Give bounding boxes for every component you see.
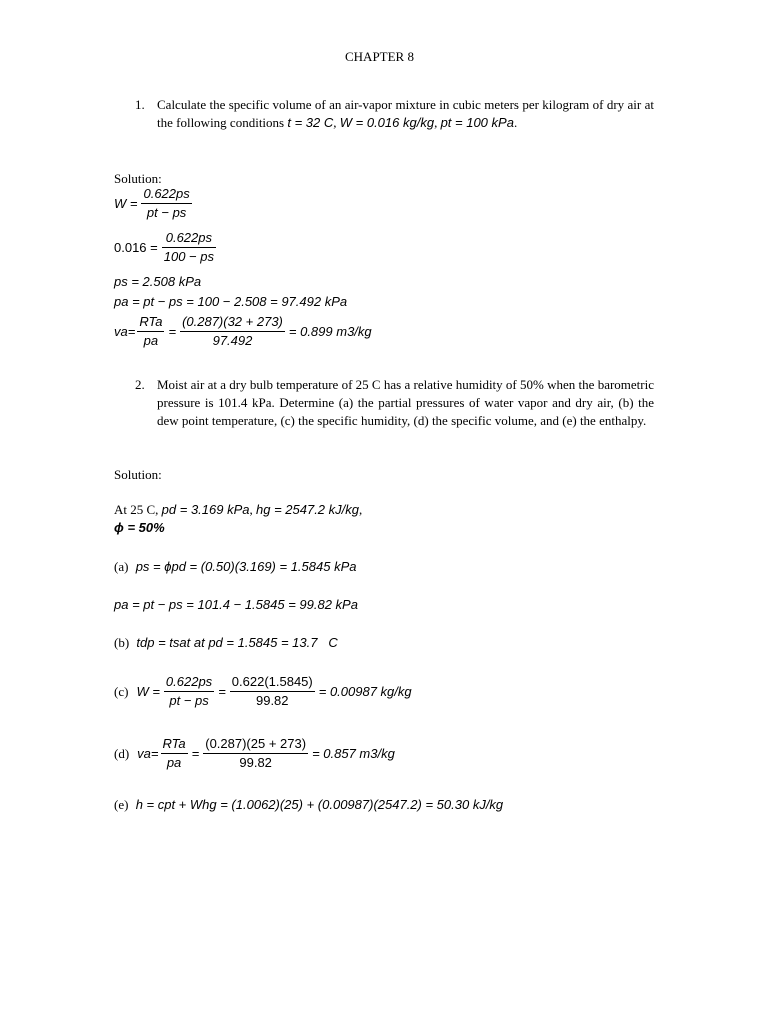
- part-c-denominator-1: pt − ps: [169, 693, 209, 708]
- equation-5: va= $\frac{\text{RTa}}{pa}$ = $\frac{(0.287)(32 + 273)}{97.492}$ = 0.899 m3/kg: [114, 314, 372, 348]
- part-d-denominator-2: 99.82: [239, 755, 272, 770]
- eq1-lhs: W =: [114, 196, 138, 211]
- eq5-denominator-2: 97.492: [212, 333, 253, 348]
- condition-temperature: t = 32 C: [287, 115, 334, 130]
- part-e-equation: h = cpt + Whg = (1.0062)(25) + (0.00987)(2547.2) = 50.30 kJ/kg: [135, 797, 504, 812]
- problem-1-statement: Calculate the specific volume of an air-vapor mixture in cubic meters per kilogram of dry air at the following conditions: [157, 97, 654, 130]
- given-values: At 25 C, pd = 3.169 kPa, hg = 2547.2 kJ/kg, ϕ = 50%: [114, 502, 363, 535]
- eq5-fraction-2: [180, 313, 285, 350]
- part-c-numerator-1: 0.622ps: [164, 673, 214, 692]
- solution-1-label: Solution:: [114, 171, 162, 186]
- part-a-label: (a): [114, 559, 129, 574]
- part-d-result: = 0.857 m3/kg: [312, 746, 395, 761]
- eq1-numerator: 0.622ps: [141, 185, 191, 204]
- given-prefix: At 25 C,: [114, 502, 159, 517]
- problem-2-number: 2.: [135, 377, 145, 392]
- part-d-denominator-1: pa: [166, 755, 182, 770]
- part-d-fraction-2: [203, 735, 308, 772]
- part-d: (d) va= $\frac{\text{RTa}}{pa}$ = $\frac{(0.287)(25 + 273)}{99.82}$ = 0.857 m3/kg: [114, 736, 395, 770]
- part-c-numerator-2: 0.622(1.5845): [230, 673, 315, 692]
- part-b: [114, 634, 338, 651]
- part-c: (c) W = $\frac{0.622ps}{pt - ps}$ = $\frac{0.622(1.5845)}{99.82}$ = 0.00987 kg/kg: [114, 674, 412, 708]
- eq1-denominator: pt − ps: [146, 205, 187, 220]
- eq5-numerator-1: RTa: [137, 313, 164, 332]
- eq2-lhs: 0.016 =: [114, 240, 158, 255]
- given-hg: hg = 2547.2 kJ/kg: [256, 502, 359, 517]
- part-d-fraction-1: [161, 735, 188, 772]
- equation-1: [114, 185, 192, 222]
- equation-3: ps = 2.508 kPa: [114, 274, 202, 289]
- part-e: [114, 796, 503, 813]
- eq2-denominator: 100 − ps: [163, 249, 214, 264]
- part-c-denominator-2: 99.82: [255, 693, 289, 708]
- equation-2: [114, 229, 216, 266]
- given-pd: pd = 3.169 kPa: [161, 502, 250, 517]
- part-a-equation: ps = ϕpd = (0.50)(3.169) = 1.5845 kPa: [135, 559, 357, 574]
- part-e-label: (e): [114, 797, 129, 812]
- problem-1-text: Calculate the specific volume of an air-vapor mixture in cubic meters per kilogram of dry air at the following conditions t = 32 C, W = 0.016 kg/kg, pt = 100 kPa.: [157, 97, 654, 130]
- part-d-label: (d): [114, 746, 130, 761]
- eq2-fraction: [162, 229, 216, 266]
- equation-4: pa = pt − ps = 100 − 2.508 = 97.492 kPa: [114, 294, 348, 309]
- page-title: CHAPTER 8: [345, 49, 414, 64]
- problem-1-number: 1.: [135, 97, 145, 112]
- part-c-lhs: W =: [136, 684, 160, 699]
- part-d-lhs: va=: [137, 746, 159, 761]
- part-d-numerator-1: RTa: [161, 735, 188, 754]
- part-d-numerator-2: (0.287)(25 + 273): [203, 735, 308, 754]
- eq5-lhs: va=: [114, 324, 136, 339]
- part-a: [114, 558, 356, 575]
- eq5-numerator-2: (0.287)(32 + 273): [180, 313, 285, 332]
- part-a-equation-2: pa = pt − ps = 101.4 − 1.5845 = 99.82 kPa: [114, 597, 358, 612]
- eq1-fraction: [141, 185, 191, 222]
- given-phi: ϕ = 50%: [114, 520, 165, 535]
- condition-humidity-ratio: W = 0.016 kg/kg: [339, 115, 435, 130]
- problem-2-text: Moist air at a dry bulb temperature of 25 C has a relative humidity of 50% when the barometric pressure is 101.4 kPa. Determine (a) the partial pressures of water vapor and dry air, (b) the dew point temperature, (c) the specific humidity, (d) the specific volume, and (e) the enthalpy.: [157, 377, 654, 428]
- eq2-numerator: 0.622ps: [162, 229, 216, 248]
- solution-2-label: Solution:: [114, 467, 162, 482]
- part-b-label: (b): [114, 635, 130, 650]
- part-c-result: = 0.00987 kg/kg: [318, 684, 412, 699]
- eq5-denominator-1: pa: [143, 333, 159, 348]
- condition-pressure: pt = 100 kPa: [440, 115, 514, 130]
- part-b-equation: tdp = tsat at pd = 1.5845 = 13.7 C: [136, 635, 338, 650]
- part-c-fraction-1: [164, 673, 214, 710]
- eq5-result: = 0.899 m3/kg: [288, 324, 372, 339]
- part-c-label: (c): [114, 684, 129, 699]
- part-c-fraction-2: [230, 673, 315, 710]
- eq5-fraction-1: [137, 313, 164, 350]
